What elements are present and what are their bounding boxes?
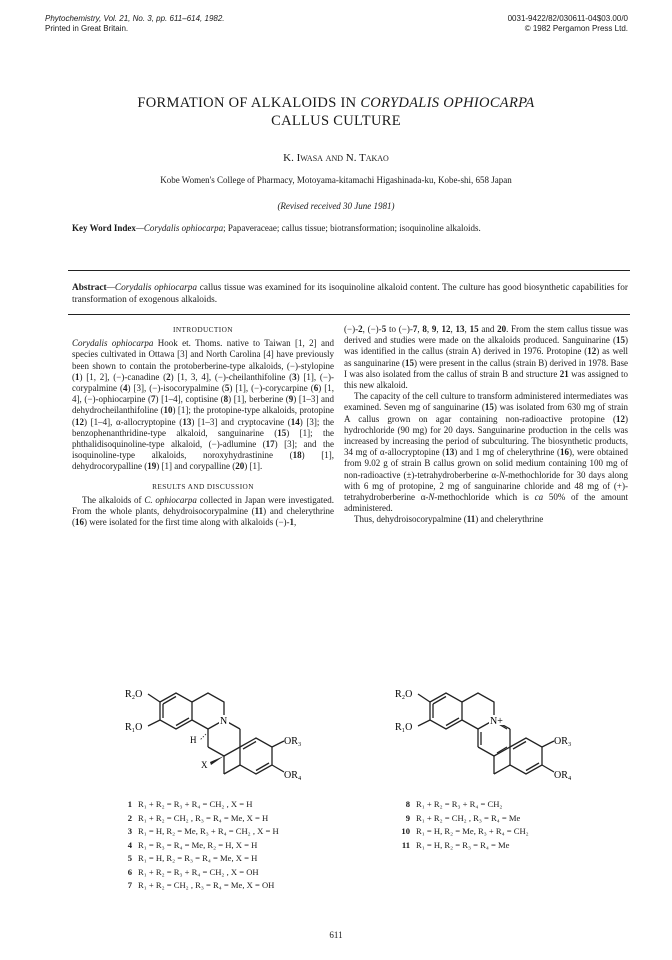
legend-row: 8 R₁ + R₂ = R₃ + R₄ = CH₂ bbox=[405, 799, 503, 809]
legend-row: 11 R₁ = H, R₂ = R₃ = R₄ = Me bbox=[401, 839, 510, 850]
article-title bbox=[45, 94, 627, 130]
label-r1o: R₁O bbox=[395, 722, 413, 733]
title-line1: FORMATION OF ALKALOIDS IN bbox=[137, 95, 361, 111]
right-column bbox=[344, 324, 628, 526]
label-or4: OR₄ bbox=[554, 770, 572, 781]
compound-legend-right bbox=[396, 798, 529, 852]
label-n-plus: N+ bbox=[490, 716, 503, 727]
legend-row: 10 R₁ = H, R₂ = Me, R₃ + R₄ = CH₂ bbox=[401, 826, 529, 836]
label-r1o: R₁O bbox=[125, 722, 143, 733]
journal-citation: Phytochemistry, Vol. 21, No. 3, pp. 611–614, 1982. bbox=[45, 14, 225, 23]
journal-header-left bbox=[45, 14, 225, 34]
keyword-list: ; Papaveraceae; callus tissue; biotransformation; isoquinoline alkaloids. bbox=[223, 223, 481, 233]
label-or4: OR₄ bbox=[284, 770, 302, 781]
abstract-species: —Corydalis ophiocarpa bbox=[106, 283, 198, 293]
label-r2o: R₂O bbox=[125, 689, 143, 700]
right-paragraph-1: (−)-2, (−)-5 to (−)-7, 8, 9, 12, 13, 15 and 20. From the stem callus tissue was derived and studies were made on the alkaloids produced. Sanguinarine (15) was identified in the callus (strain A) derived in 1976. Protopine (12) as well as sanguinarine (15) were present in the callus (strain B) derived in 1978. Base I was also isolated from the callus of strain B and structure 21 was assigned to this new alkaloid. bbox=[344, 324, 629, 391]
label-x: X bbox=[201, 760, 208, 770]
legend-row: 6 R₁ + R₂ = R₃ + R₄ = CH₂ , X = OH bbox=[127, 866, 259, 877]
authors: K. Iwasa and N. Takao bbox=[283, 152, 389, 164]
label-h: H bbox=[190, 735, 197, 745]
legend-row: 3 R₁ = H, R₂ = Me, R₃ + R₄ = CH₂ , X = H bbox=[127, 826, 279, 836]
label-n: N bbox=[220, 716, 228, 727]
label-r2o: R₂O bbox=[395, 689, 413, 700]
keyword-index bbox=[72, 222, 628, 234]
journal-header-right bbox=[508, 14, 628, 34]
divider-top bbox=[68, 270, 630, 271]
structure-protoberberinium bbox=[370, 668, 600, 793]
affiliation: Kobe Women's College of Pharmacy, Motoyama-kitamachi Higashinada-ku, Kobe-shi, 658 Japan bbox=[160, 175, 512, 185]
label-or3: OR₃ bbox=[554, 736, 572, 747]
abstract-text: callus tissue was examined for its isoquinoline alkaloid content. The culture has good biosynthetic capabilities for transformation of exogenous alkaloids. bbox=[72, 283, 628, 305]
page-number: 611 bbox=[329, 930, 343, 940]
article-code: 0031-9422/82/030611-04$03.00/0 bbox=[507, 14, 628, 23]
section-introduction: INTRODUCTION bbox=[173, 325, 233, 334]
legend-row: 9 R₁ + R₂ = CH₂ , R₃ = R₄ = Me bbox=[405, 812, 521, 823]
printed-in: Printed in Great Britain. bbox=[45, 24, 129, 33]
intro-paragraph: Corydalis ophiocarpa Hook et. Thoms. native to Taiwan [1, 2] and species cultivated in Ottawa [3] and North Carolina [4] have previously been shown to contain the protoberberine-type alkaloids, (−)-stylopine (1) [1, 2], (−)-canadine (2) [1, 3, 4], (−)-cheilanthifoline (3) [1], (−)-corypalmine (4) [3], (−)-isocorypalmine (5) [1], (−)-corycarpine (6) [1, 4], (−)-ophiocarpine (7) [1–4], coptisine (8) [1], berberine (9) [1–3] and dehydrocheilanthifoline (10) [1]; the protopine-type alkaloids, protopine (12) [1–4], α-allocryptopine (13) [1–3] and cryptocavine (14) [3]; the benzophenanthridine-type alkaloid, sanguinarine (15) [1]; the phthalidisoquinoline-type alkaloid, (−)-adlumine (17) [3]; and the isoquinoline-type alkaloids, noroxyhydrastinine (18) [1], dehydrocorypalline (19) [1] and corypalline (20) [1]. bbox=[72, 338, 335, 472]
label-or3: OR₃ bbox=[284, 736, 302, 747]
right-paragraph-2: The capacity of the cell culture to transform administered intermediates was examined. Seven mg of sanguinarine (15) was isolated from 630 mg of strain A callus grown on agar containing non-radioactive protopine (12) hydrochloride (90 mg) for 20 days. Sanguinarine production in the cells was increased by increasing the period of subculturing. The biosynthetic products, 34 mg of α-allocryptopine (13) and 1 mg of chelerythrine (16), were obtained from 9.02 g of strain B callus grown on solid medium containing 100 mg of non-radioactive (±)-tetrahydroberberine α-N-methochloride for 30 days along with 6 mg of protopine, 2 mg of sanguinarine chloride and 48 mg of (+)-tetrahydroberberine α-N-methochloride which is ca 50% of the amount administered. bbox=[344, 391, 628, 514]
title-species: CORYDALIS OPHIOCARPA bbox=[360, 95, 535, 111]
compound-legend-left bbox=[118, 798, 279, 893]
results-paragraph: The alkaloids of C. ophiocarpa collected in Japan were investigated. From the whole plants, dehydroisocorypalmine (11) and chelerythrine (16) were isolated for the first time along with alkaloids (−)-1, bbox=[72, 494, 335, 528]
abstract-label: Abstract bbox=[72, 283, 107, 293]
keyword-species: —Corydalis ophiocarpa bbox=[135, 223, 224, 233]
section-results: RESULTS AND DISCUSSION bbox=[152, 481, 254, 491]
structure-tetrahydroprotoberberine bbox=[100, 668, 330, 793]
copyright: © 1982 Pergamon Press Ltd. bbox=[524, 24, 628, 33]
left-column bbox=[72, 324, 334, 528]
legend-row: 7 R₁ + R₂ = CH₂ , R₃ = R₄ = Me, X = OH bbox=[127, 880, 275, 890]
legend-row: 2 R₁ + R₂ = CH₂ , R₃ = R₄ = Me, X = H bbox=[127, 812, 269, 823]
divider-bottom bbox=[68, 314, 630, 315]
legend-row: 5 R₁ = H, R₂ = R₃ = R₄ = Me, X = H bbox=[127, 853, 258, 863]
revised-date: (Revised received 30 June 1981) bbox=[277, 201, 395, 211]
legend-row: 4 R₁ = R₃ = R₄ = Me, R₂ = H, X = H bbox=[127, 839, 258, 850]
right-paragraph-3: Thus, dehydroisocorypalmine (11) and chelerythrine bbox=[354, 514, 544, 525]
abstract bbox=[72, 282, 628, 306]
keyword-label: Key Word Index bbox=[72, 223, 136, 233]
legend-row: 1 R₁ + R₂ = R₃ + R₄ = CH₂ , X = H bbox=[127, 799, 253, 809]
title-line2: CALLUS CULTURE bbox=[271, 113, 401, 129]
